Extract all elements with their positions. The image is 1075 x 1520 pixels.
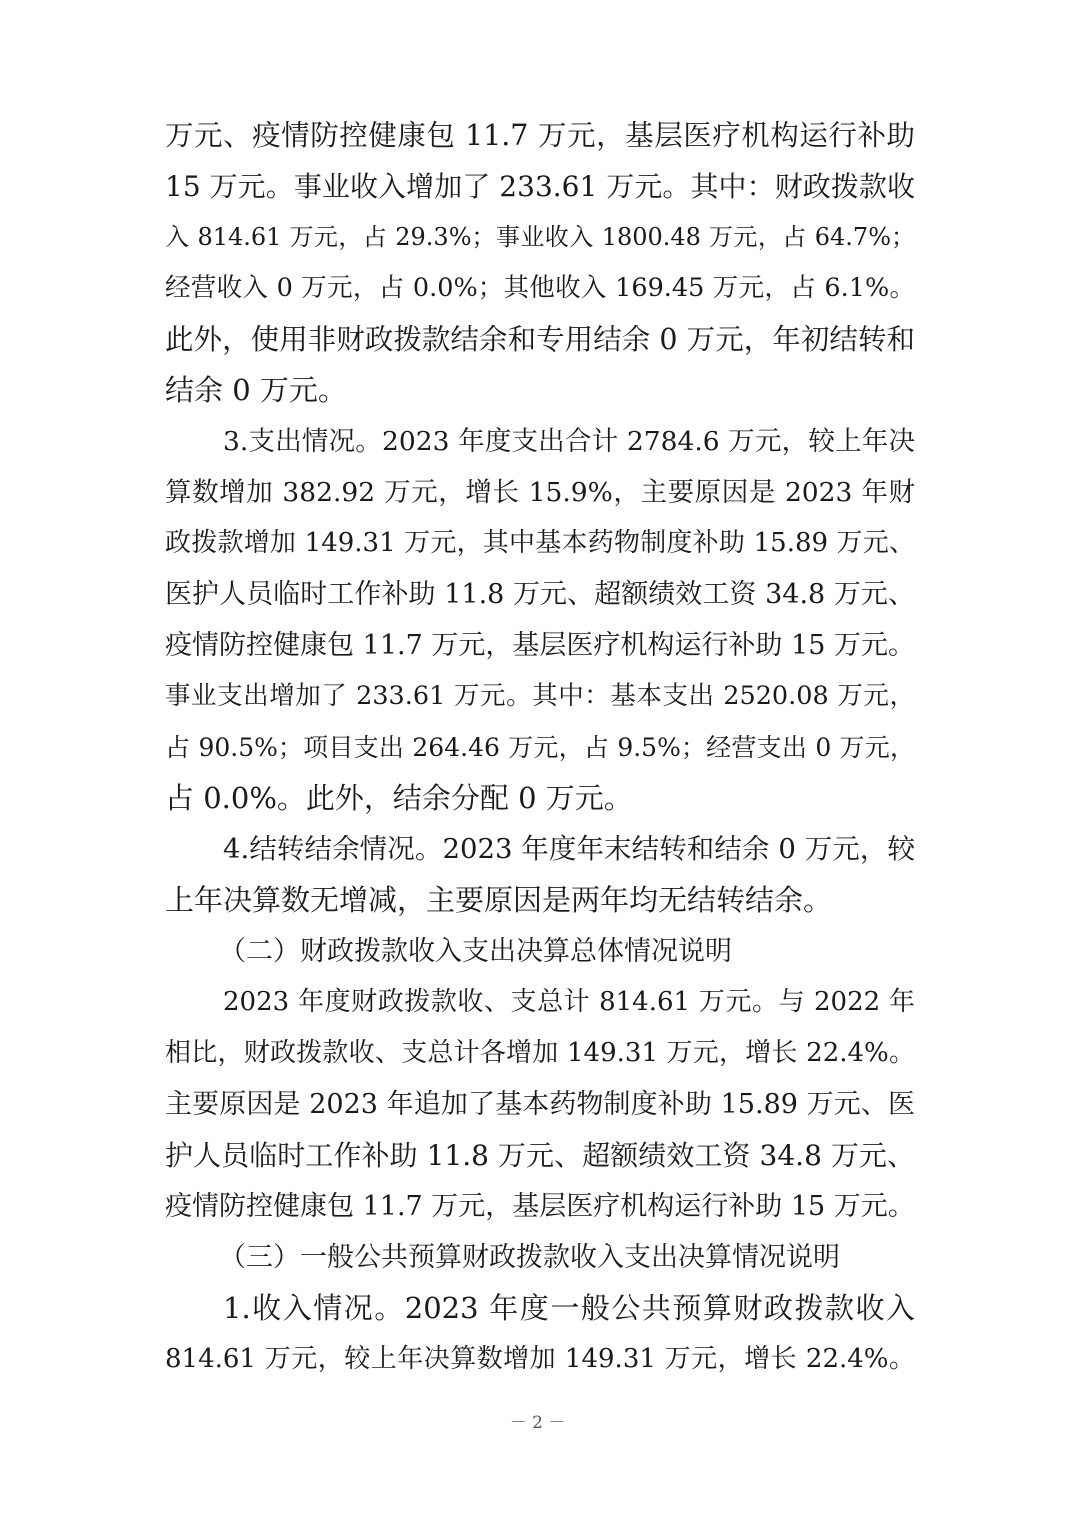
text-line: 疫情防控健康包 11.7 万元，基层医疗机构运行补助 15 万元。 (165, 630, 915, 661)
text-line: 相比，财政拨款收、支总计各增加 149.31 万元，增长 22.4%。 (165, 1038, 915, 1068)
page-number: － 2 － (509, 1413, 566, 1433)
paragraph-fiscal-total (165, 977, 915, 1232)
paragraph-general-budget-income (165, 1283, 915, 1385)
text-line: 814.61 万元，较上年决算数增加 149.31 万元，增长 22.4%。 (165, 1344, 915, 1374)
text-line: 主要原因是 2023 年追加了基本药物制度补助 15.89 万元、医 (165, 1089, 915, 1120)
text-line: 疫情防控健康包 11.7 万元，基层医疗机构运行补助 15 万元。 (165, 1191, 915, 1222)
text-line: 15 万元。事业收入增加了 233.61 万元。其中：财政拨款收 (165, 170, 915, 203)
text-line: 结余 0 万元。 (165, 373, 347, 407)
text-line: 入 814.61 万元，占 29.3%；事业收入 1800.48 万元，占 64.7%； (165, 223, 915, 251)
text-line: 护人员临时工作补助 11.8 万元、超额绩效工资 34.8 万元、 (165, 1139, 915, 1172)
section-heading-fiscal-overall (165, 926, 915, 977)
heading-text: （三）一般公共预算财政拨款收入支出决算情况说明 (219, 1242, 840, 1273)
text-line: 政拨款增加 149.31 万元，其中基本药物制度补助 15.89 万元、 (165, 528, 915, 558)
text-line: 3.支出情况。2023 年度支出合计 2784.6 万元，较上年决 (223, 426, 915, 457)
document-body (165, 110, 915, 1385)
text-line: 占 90.5%；项目支出 264.46 万元，占 9.5%；经营支出 0 万元， (165, 733, 915, 762)
paragraph-income-continuation (165, 110, 915, 416)
text-line: 2023 年度财政拨款收、支总计 814.61 万元。与 2022 年 (223, 987, 915, 1017)
text-line: 此外，使用非财政拨款结余和专用结余 0 万元，年初结转和 (165, 323, 915, 356)
text-line: 万元、疫情防控健康包 11.7 万元，基层医疗机构运行补助 (165, 119, 915, 152)
text-line: 1.收入情况。2023 年度一般公共预算财政拨款收入 (223, 1291, 915, 1325)
text-line: 上年决算数无增减，主要原因是两年均无结转结余。 (165, 883, 833, 917)
paragraph-expenditure (165, 416, 915, 824)
text-line: 事业支出增加了 233.61 万元。其中：基本支出 2520.08 万元， (165, 681, 915, 711)
section-heading-general-budget (165, 1232, 915, 1283)
text-line: 4.结转结余情况。2023 年度年末结转和结余 0 万元，较 (223, 833, 915, 865)
heading-text: （二）财政拨款收入支出决算总体情况说明 (219, 936, 732, 967)
text-line: 算数增加 382.92 万元，增长 15.9%，主要原因是 2023 年财 (165, 477, 915, 508)
paragraph-carryover (165, 824, 915, 926)
text-line: 占 0.0%。此外，结余分配 0 万元。 (165, 781, 633, 815)
text-line: 医护人员临时工作补助 11.8 万元、超额绩效工资 34.8 万元、 (165, 579, 915, 610)
text-line: 经营收入 0 万元，占 0.0%；其他收入 169.45 万元，占 6.1%。 (165, 273, 915, 303)
